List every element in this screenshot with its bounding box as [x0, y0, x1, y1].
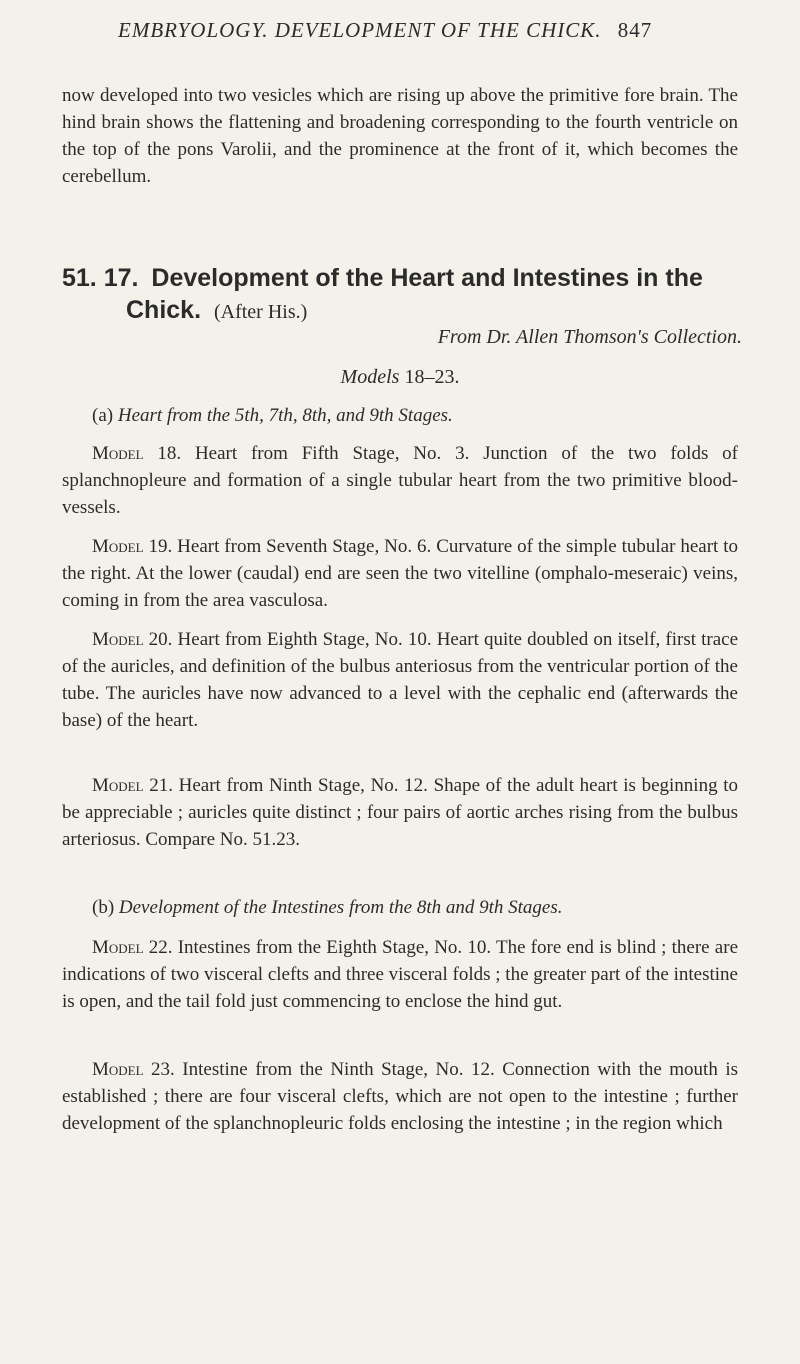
- section-a-heading: [92, 402, 453, 429]
- model-label: Model 23.: [92, 1059, 175, 1080]
- model-23-paragraph: [62, 1056, 738, 1137]
- model-text: Heart from Fifth Stage, No. 3. Junction of the two folds of splanchnopleure and formation of a single tubular heart from the two primitive blood-vessels.: [62, 443, 738, 518]
- model-text: Intestines from the Eighth Stage, No. 10. The fore end is blind ; there are indications of two visceral clefts and three visceral folds ; the greater part of the intestine is open, and the tail fold just commencing to enclose the hind gut.: [62, 937, 738, 1012]
- entry-heading: [62, 262, 742, 328]
- model-label: Model 19.: [92, 536, 173, 557]
- collection-source: From Dr. Allen Thomson's Collection.: [437, 326, 742, 348]
- entry-number: 51. 17.: [62, 264, 139, 292]
- section-b-title: Development of the Intestines from the 8th and 9th Stages.: [118, 897, 563, 918]
- entry-title-line2: Chick.: [126, 296, 202, 324]
- model-label: Model 20.: [92, 629, 173, 650]
- section-b-heading: [92, 894, 563, 921]
- section-a-marker: (a): [92, 405, 114, 426]
- model-21-paragraph: [62, 772, 738, 853]
- running-title: EMBRYOLOGY. DEVELOPMENT OF THE CHICK.: [118, 18, 602, 42]
- section-b-marker: (b): [92, 897, 115, 918]
- model-text: Intestine from the Ninth Stage, No. 12. Connection with the mouth is established ; there are four visceral clefts, which are not open to the intestine ; further development of the splanchnopleuric folds enclosing the intestine ; in the region which: [62, 1059, 739, 1134]
- model-text: Heart from Ninth Stage, No. 12. Shape of the adult heart is beginning to be appreciable ; auricles quite distinct ; four pairs of aortic arches rising from the bulbus arteriosus. Compare No. 51.23.: [62, 775, 738, 850]
- model-label: Model 18.: [92, 443, 182, 464]
- intro-text: now developed into two vesicles which are rising up above the primitive fore brain. The hind brain shows the flattening and broadening corresponding to the fourth ventricle on the top of the pons Varolii, and the prominence at the front of it, which becomes the cerebellum.: [62, 85, 738, 187]
- models-range: 18–23.: [404, 366, 460, 388]
- model-text: Heart from Seventh Stage, No. 6. Curvature of the simple tubular heart to the right. At the lower (caudal) end are seen the two vitelline (omphalo-meseraic) veins, coming in from the area vasculosa.: [62, 536, 739, 611]
- model-19-paragraph: [62, 533, 738, 614]
- model-label: Model 21.: [92, 775, 173, 796]
- section-a-title: Heart from the 5th, 7th, 8th, and 9th Stages.: [117, 405, 453, 426]
- entry-title-line1: Development of the Heart and Intestines in the: [151, 264, 703, 292]
- model-22-paragraph: [62, 934, 738, 1015]
- model-20-paragraph: [62, 626, 738, 734]
- model-label: Model 22.: [92, 937, 173, 958]
- running-header: [118, 18, 738, 43]
- model-18-paragraph: [62, 440, 738, 521]
- page-number: 847: [617, 18, 653, 42]
- models-range-heading: [0, 364, 800, 391]
- models-label: Models: [340, 366, 400, 388]
- entry-attribution: (After His.): [213, 301, 308, 323]
- model-text: Heart from Eighth Stage, No. 10. Heart quite doubled on itself, first trace of the auricles, and definition of the bulbus anteriosus from the ventricular portion of the tube. The auricles have now advanced to a level with the cephalic end (afterwards the base) of the heart.: [62, 629, 739, 731]
- intro-paragraph: [62, 82, 738, 190]
